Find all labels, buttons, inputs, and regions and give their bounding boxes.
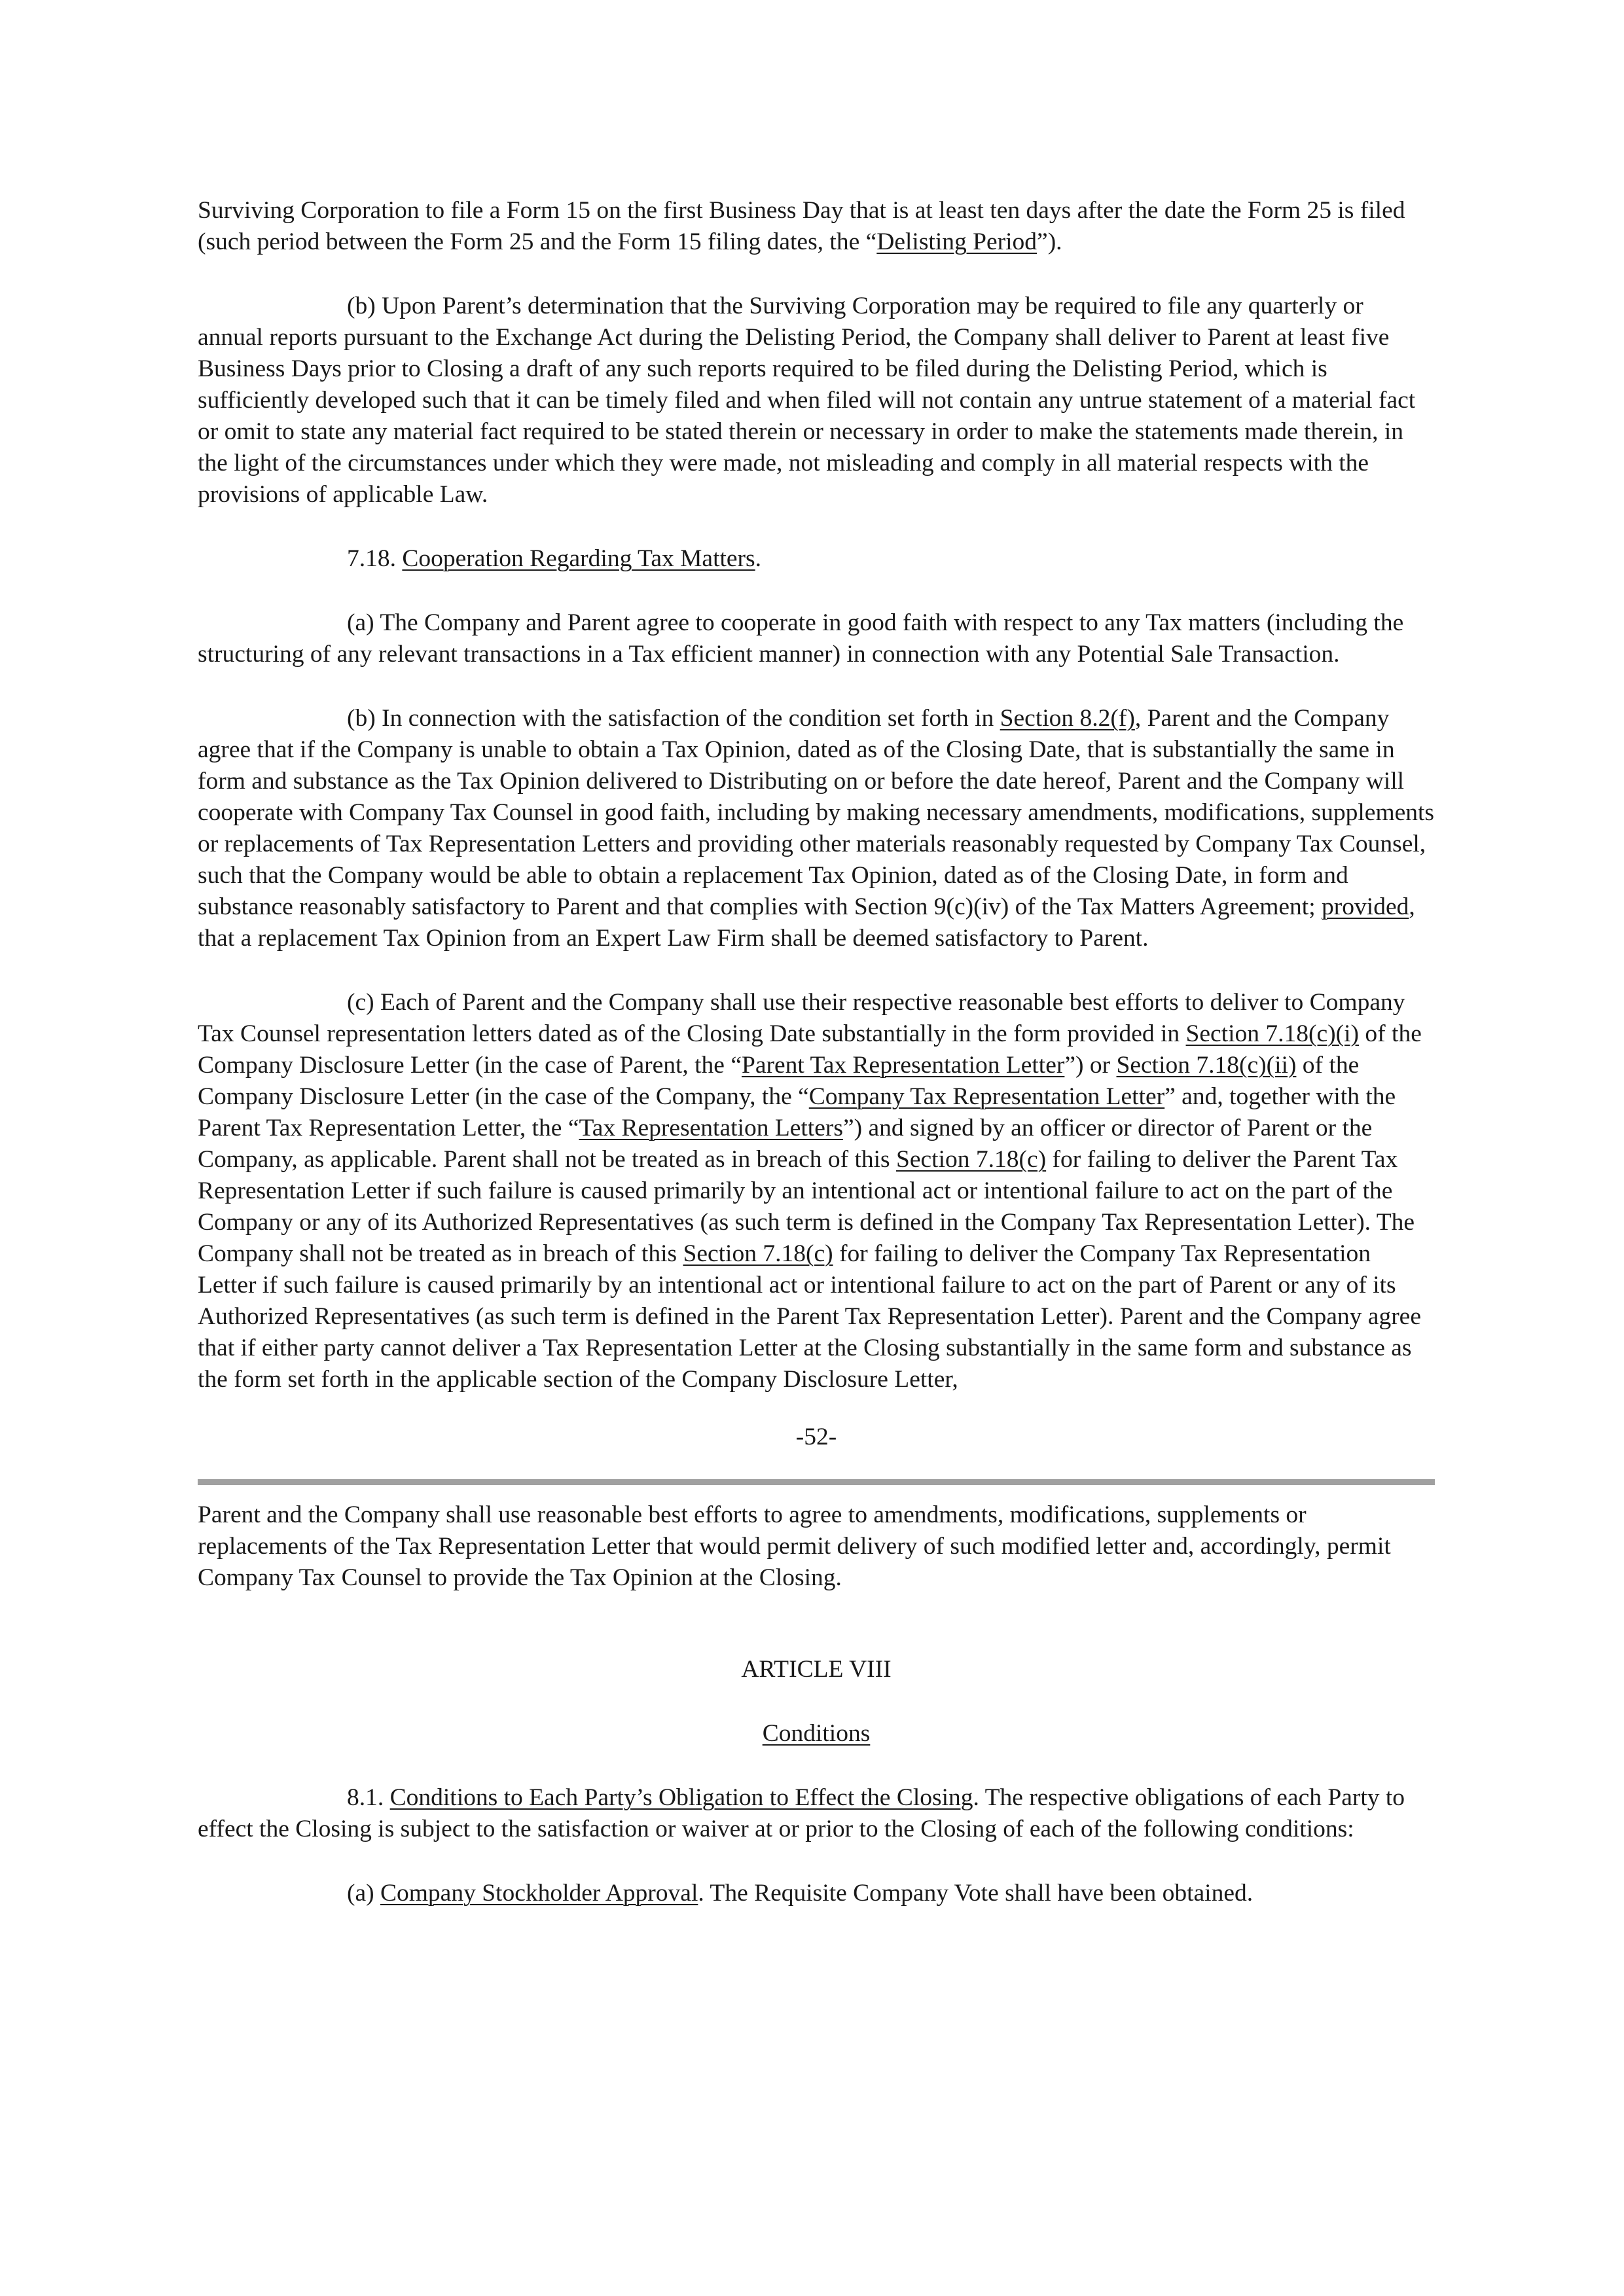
article-heading: ARTICLE VIII — [741, 1656, 892, 1683]
top-paragraph: Surviving Corporation to file a Form 15 on the first Business Day that is at least ten days after the date the Form 25 is filed (such period between the Form 25 and the Form 15 filing dates, the “Delisting Period”). — [198, 197, 1405, 255]
page-number: -52- — [795, 1424, 837, 1450]
cross-reference-section-7-18-c-second: Section 7.18(c) — [683, 1240, 833, 1267]
term-provided: provided — [1322, 893, 1409, 920]
page-break-divider — [198, 1479, 1435, 1485]
defined-term-parent-tax-representation-letter: Parent Tax Representation Letter — [741, 1052, 1065, 1079]
section-title-7-18: Cooperation Regarding Tax Matters — [402, 545, 755, 572]
continuation-paragraph: Parent and the Company shall use reasonable best efforts to agree to amendments, modifications, supplements or replacements of the Tax Representation Letter that would permit delivery of such modified letter and, accordingly, permit Company Tax Counsel to provide the Tax Opinion at the Closing. — [198, 1501, 1391, 1591]
page-content — [198, 195, 1435, 1909]
defined-term-company-tax-representation-letter: Company Tax Representation Letter — [808, 1083, 1165, 1110]
defined-term-tax-representation-letters: Tax Representation Letters — [579, 1115, 843, 1141]
paragraph-7-18-b: (b) In connection with the satisfaction of the condition set forth in Section 8.2(f), Parent and the Company agree that if the Company is unable to obtain a Tax Opinion, dated as of the Closing Date, that is substantially the same in form and substance as the Tax Opinion delivered to Distributing on or before the date hereof, Parent and the Company will cooperate with Company Tax Counsel in good faith, including by making necessary amendments, modifications, supplements or replacements of Tax Representation Letters and providing other materials reasonably requested by Company Tax Counsel, such that the Company would be able to obtain a replacement Tax Opinion, dated as of the Closing Date, in form and substance reasonably satisfactory to Parent and that complies with Section 9(c)(iv) of the Tax Matters Agreement; provided, that a replacement Tax Opinion from an Expert Law Firm shall be deemed satisfactory to Parent. — [198, 705, 1435, 952]
section-heading-7-18: 7.18. Cooperation Regarding Tax Matters. — [347, 545, 762, 572]
paragraph-8-1-a: (a) Company Stockholder Approval. The Requisite Company Vote shall have been obtained. — [347, 1880, 1254, 1907]
section-8-1: 8.1. Conditions to Each Party’s Obligation to Effect the Closing. The respective obligations of each Party to effect the Closing is subject to the satisfaction or waiver at or prior to the Closing of each of the following conditions: — [198, 1784, 1405, 1842]
cross-reference-section-7-18-c-i: Section 7.18(c)(i) — [1185, 1020, 1360, 1047]
subsection-title-company-stockholder-approval: Company Stockholder Approval — [380, 1880, 698, 1907]
paragraph-7-18-c: (c) Each of Parent and the Company shall use their respective reasonable best efforts to deliver to Company Tax Counsel representation letters dated as of the Closing Date substantially in the form provided in Section 7.18(c)(i) of the Company Disclosure Letter (in the case of Parent, the “Parent Tax Representation Letter”) or Section 7.18(c)(ii) of the Company Disclosure Letter (in the case of the Company, the “Company Tax Representation Letter” and, together with the Parent Tax Representation Letter, the “Tax Representation Letters”) and signed by an officer or director of Parent or the Company, as applicable. Parent shall not be treated as in breach of this Section 7.18(c) for failing to deliver the Parent Tax Representation Letter if such failure is caused primarily by an intentional act or intentional failure to act on the part of the Company or any of its Authorized Representatives (as such term is defined in the Company Tax Representation Letter). The Company shall not be treated as in breach of this Section 7.18(c) for failing to deliver the Company Tax Representation Letter if such failure is caused primarily by an intentional act or intentional failure to act on the part of Parent or any of its Authorized Representatives (as such term is defined in the Parent Tax Representation Letter). Parent and the Company agree that if either party cannot deliver a Tax Representation Letter at the Closing substantially in the same form and substance as the form set forth in the applicable section of the Company Disclosure Letter, — [198, 989, 1422, 1393]
cross-reference-section-7-18-c: Section 7.18(c) — [896, 1146, 1047, 1173]
section-title-8-1: Conditions to Each Party’s Obligation to Effect the Closing — [389, 1784, 973, 1811]
cross-reference-section-7-18-c-ii: Section 7.18(c)(ii) — [1116, 1052, 1297, 1079]
paragraph-b-delisting: (b) Upon Parent’s determination that the Surviving Corporation may be required to file any quarterly or annual reports pursuant to the Exchange Act during the Delisting Period, the Company shall deliver to Parent at least five Business Days prior to Closing a draft of any such reports required to be filed during the Delisting Period, which is sufficiently developed such that it can be timely filed and when filed will not contain any untrue statement of a material fact or omit to state any material fact required to be stated therein or necessary in order to make the statements made therein, in the light of the circumstances under which they were made, not misleading and comply in all material respects with the provisions of applicable Law. — [198, 293, 1416, 508]
defined-term-delisting-period: Delisting Period — [876, 228, 1038, 255]
paragraph-7-18-a: (a) The Company and Parent agree to cooperate in good faith with respect to any Tax matters (including the structuring of any relevant transactions in a Tax efficient manner) in connection with any Potential Sale Transaction. — [198, 609, 1404, 668]
cross-reference-section-8-2-f: Section 8.2(f) — [1000, 705, 1135, 732]
article-title: Conditions — [762, 1720, 871, 1747]
